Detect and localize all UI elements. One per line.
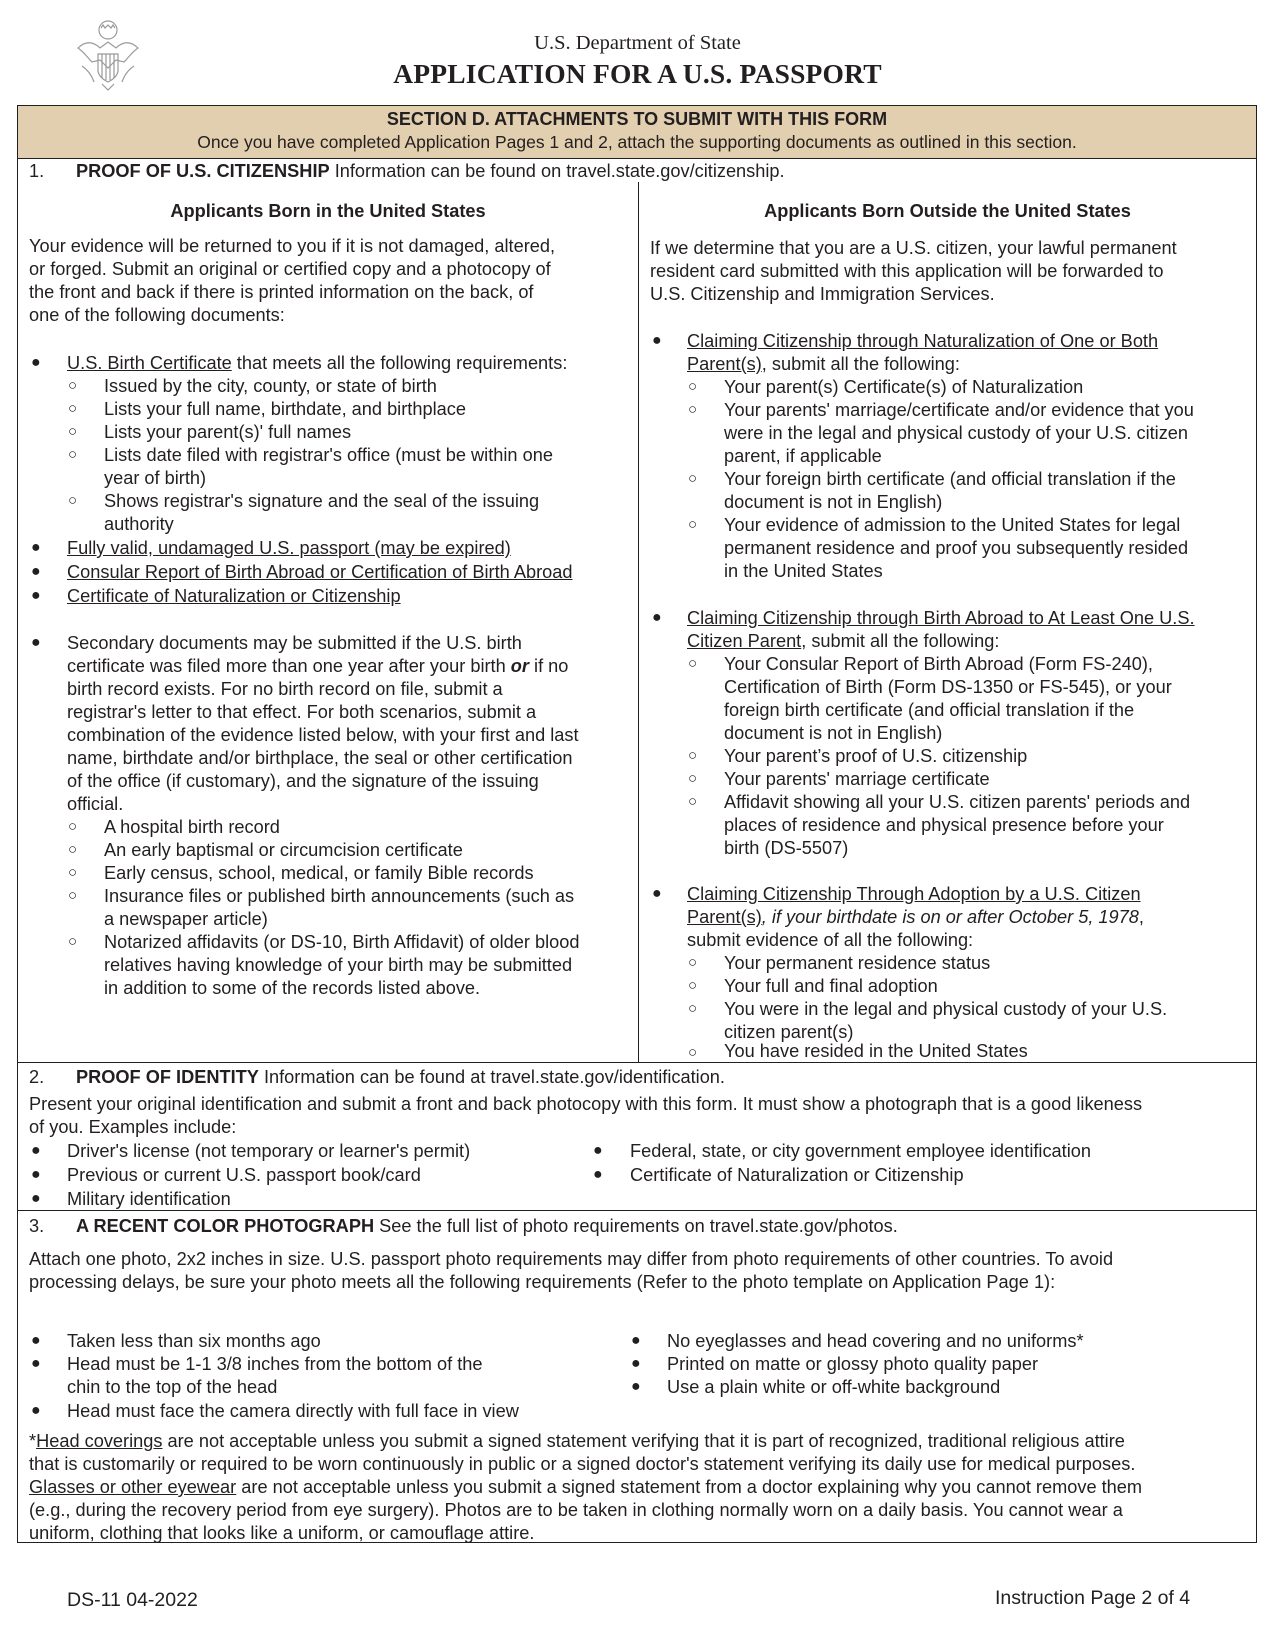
part3-intro: Attach one photo, 2x2 inches in size. U.S. passport photo requirements may differ from photo requirements of other countries. To avoid [29,1249,1114,1269]
part1-heading-line [76,160,785,183]
hollow-bullet-icon: ○ [688,1044,698,1061]
adoption-item: Your permanent residence status [724,953,991,973]
secondary-item: A hospital birth record [104,817,280,837]
identity-item: Certificate of Naturalization or Citizenship [630,1165,964,1185]
photo-req-cont: chin to the top of the head [67,1377,278,1397]
naturalization-link[interactable]: Claiming Citizenship through Naturalization of One or Both [687,331,1159,351]
birth-abroad-item-cont: document is not in English) [724,723,943,743]
naturalization-item-cont: permanent residence and proof you subsequently resided [724,538,1189,558]
left-intro-line: Your evidence will be returned to you if it is not damaged, altered, [29,236,556,256]
bullet-icon: ● [631,1355,641,1372]
hollow-bullet-icon: ○ [68,446,78,463]
right-intro-line: If we determine that you are a U.S. citizen, your lawful permanent [650,238,1177,258]
hollow-bullet-icon: ○ [688,977,698,994]
birth-abroad-item: Your parents' marriage certificate [724,769,990,789]
naturalization-item-cont: were in the legal and physical custody of your U.S. citizen [724,423,1189,443]
photo-req: Use a plain white or off-white background [667,1377,1001,1397]
adoption-item-cont: citizen parent(s) [724,1022,854,1042]
form-title: APPLICATION FOR A U.S. PASSPORT [393,58,882,89]
divider-part2 [17,1062,1257,1063]
secondary-line: name, birthdate and/or birthplace, the seal or other certification [67,748,573,768]
photo-req: Head must face the camera directly with full face in view [67,1401,519,1421]
secondary-text: certificate was filed more than one year after your birth [67,656,511,676]
hollow-bullet-icon: ○ [68,377,78,394]
department-name: U.S. Department of State [534,32,741,54]
bullet-icon: ● [652,885,662,902]
bullet-icon: ● [31,354,41,371]
bullet-icon: ● [31,539,41,556]
adoption-line3: submit evidence of all the following: [687,930,974,950]
secondary-line [67,655,568,678]
naturalization-item: Your parent(s) Certificate(s) of Naturalization [724,377,1084,397]
part3-number: 3. [29,1216,45,1236]
section-title: SECTION D. ATTACHMENTS TO SUBMIT WITH THIS FORM [386,109,888,129]
hollow-bullet-icon: ○ [688,793,698,810]
adoption-item: You were in the legal and physical custody of your U.S. [724,999,1168,1019]
hollow-bullet-icon: ○ [688,747,698,764]
form-id: DS-11 04-2022 [67,1589,198,1611]
hollow-bullet-icon: ○ [68,818,78,835]
birth-abroad-line2 [687,630,999,653]
naturalization-item: Your parents' marriage/certificate and/or evidence that you [724,400,1194,420]
naturalization-line2 [687,353,960,376]
secondary-line: of the office (if customary), and the signature of the issuing [67,771,539,791]
hollow-bullet-icon: ○ [688,470,698,487]
hollow-bullet-icon: ○ [688,401,698,418]
hollow-bullet-icon: ○ [68,887,78,904]
bullet-icon: ● [31,587,41,604]
bullet-icon: ● [31,1142,41,1159]
secondary-item-cont: in addition to some of the records listed above. [104,978,481,998]
birth-cert-req: Shows registrar's signature and the seal of the issuing [104,491,540,511]
part2-intro: Present your original identification and submit a front and back photocopy with this form. It must show a photograph that is a good likeness [29,1094,1143,1114]
identity-item: Previous or current U.S. passport book/card [67,1165,421,1185]
naturalization-rest: , submit all the following: [761,354,960,374]
doc-link-consular-report[interactable]: Consular Report of Birth Abroad or Certification of Birth Abroad [67,562,573,582]
right-intro-line: U.S. Citizenship and Immigration Services. [650,284,995,304]
part1-heading: PROOF OF U.S. CITIZENSHIP [76,161,330,181]
birth-cert-req-cont: authority [104,514,174,534]
photo-note-line [29,1476,1142,1499]
hollow-bullet-icon: ○ [68,400,78,417]
note-text: are not acceptable unless you submit a signed statement verifying that it is part of recognized, traditional religious attire [162,1431,1125,1451]
secondary-item: Early census, school, medical, or family Bible records [104,863,534,883]
section-subtitle: Once you have completed Application Pages 1 and 2, attach the supporting documents as outlined in this section. [197,132,1077,152]
photo-note-line: (e.g., during the recovery period from eye surgery). Photos are to be taken in clothing normally worn on a daily basis. You cannot wear a [29,1500,1123,1520]
hollow-bullet-icon: ○ [68,933,78,950]
birth-abroad-item: Your parent’s proof of U.S. citizenship [724,746,1028,766]
secondary-text: if no [528,656,569,676]
adoption-italic: , if your birthdate is on or after October 5, 1978 [761,907,1139,927]
naturalization-item-cont: parent, if applicable [724,446,882,466]
bullet-icon: ● [631,1378,641,1395]
naturalization-item-cont: in the United States [724,561,883,581]
note-text: are not acceptable unless you submit a signed statement from a doctor explaining why you cannot remove them [236,1477,1143,1497]
secondary-line: Secondary documents may be submitted if the U.S. birth [67,633,522,653]
photo-req: Printed on matte or glossy photo quality paper [667,1354,1039,1374]
secondary-line: registrar's letter to that effect. For both scenarios, submit a [67,702,537,722]
doc-link-naturalization[interactable]: Certificate of Naturalization or Citizenship [67,586,401,606]
hollow-bullet-icon: ○ [68,492,78,509]
birth-cert-rest: that meets all the following requirements: [231,353,568,373]
part3-heading: A RECENT COLOR PHOTOGRAPH [76,1216,375,1236]
hollow-bullet-icon: ○ [688,378,698,395]
birth-abroad-link[interactable]: Claiming Citizenship through Birth Abroad to At Least One U.S. [687,608,1195,628]
naturalization-link-cont[interactable]: Parent(s) [687,354,762,374]
column-divider [638,182,639,1062]
part2-intro: of you. Examples include: [29,1117,237,1137]
bullet-icon: ● [31,1166,41,1183]
birth-abroad-item: Your Consular Report of Birth Abroad (Form FS-240), [724,654,1153,674]
secondary-item-cont: a newspaper article) [104,909,268,929]
birth-cert-req-cont: year of birth) [104,468,207,488]
secondary-line: birth record exists. For no birth record on file, submit a [67,679,503,699]
photo-req: Taken less than six months ago [67,1331,321,1351]
bullet-icon: ● [31,1402,41,1419]
secondary-item: An early baptismal or circumcision certificate [104,840,463,860]
naturalization-item: Your foreign birth certificate (and official translation if the [724,469,1176,489]
identity-item: Driver's license (not temporary or learner's permit) [67,1141,471,1161]
birth-cert-req: Issued by the city, county, or state of birth [104,376,437,396]
photo-note-line: uniform, clothing that looks like a uniform, or camouflage attire. [29,1523,535,1543]
birth-cert-link: U.S. Birth Certificate [67,353,232,373]
secondary-item-cont: relatives having knowledge of your birth may be submitted [104,955,573,975]
note-star: * [29,1431,37,1451]
naturalization-item-cont: document is not in English) [724,492,943,512]
birth-abroad-item: Affidavit showing all your U.S. citizen parents' periods and [724,792,1191,812]
part1-info: Information can be found on travel.state.gov/citizenship. [329,161,785,181]
birth-abroad-item-cont: birth (DS-5507) [724,838,849,858]
identity-item: Military identification [67,1189,231,1209]
secondary-item: Notarized affidavits (or DS-10, Birth Affidavit) of older blood [104,932,580,952]
birth-abroad-rest: , submit all the following: [801,631,1000,651]
birth-abroad-item-cont: places of residence and physical presence before your [724,815,1164,835]
identity-item: Federal, state, or city government employee identification [630,1141,1091,1161]
hollow-bullet-icon: ○ [688,516,698,533]
part2-info: Information can be found at travel.state.gov/identification. [258,1067,725,1087]
bullet-icon: ● [31,1355,41,1372]
part3-intro: processing delays, be sure your photo meets all the following requirements (Refer to the photo template on Application Page 1): [29,1272,1056,1292]
hollow-bullet-icon: ○ [68,841,78,858]
secondary-line: combination of the evidence listed below, with your first and last [67,725,579,745]
left-intro-line: one of the following documents: [29,305,285,325]
birth-cert-req: Lists your parent(s)' full names [104,422,352,442]
adoption-line2 [687,906,1144,929]
hollow-bullet-icon: ○ [68,864,78,881]
secondary-or: or [510,656,529,676]
photo-req: No eyeglasses and head covering and no uniforms* [667,1331,1084,1351]
birth-abroad-link-cont[interactable]: Citizen Parent [687,631,802,651]
birth-cert-req: Lists date filed with registrar's office (must be within one [104,445,553,465]
bullet-icon: ● [31,563,41,580]
right-intro-line: resident card submitted with this application will be forwarded to [650,261,1164,281]
bullet-icon: ● [593,1142,603,1159]
secondary-item: Insurance files or published birth announcements (such as [104,886,575,906]
hollow-bullet-icon: ○ [68,423,78,440]
birth-abroad-item-cont: foreign birth certificate (and official translation if the [724,700,1135,720]
secondary-line: official. [67,794,124,814]
part3-info: See the full list of photo requirements on travel.state.gov/photos. [374,1216,898,1236]
adoption-comma: , [1138,907,1144,927]
head-coverings-link[interactable]: Head coverings [36,1431,163,1451]
bullet-icon: ● [652,332,662,349]
photo-req: Head must be 1-1 3/8 inches from the bottom of the [67,1354,483,1374]
left-column-title: Applicants Born in the United States [170,201,486,221]
part2-heading: PROOF OF IDENTITY [76,1067,259,1087]
hollow-bullet-icon: ○ [688,954,698,971]
adoption-item: Your full and final adoption [724,976,938,996]
bullet-icon: ● [593,1166,603,1183]
left-intro-line: or forged. Submit an original or certified copy and a photocopy of [29,259,551,279]
bullet-icon: ● [31,1332,41,1349]
part1-number: 1. [29,161,45,181]
part2-number: 2. [29,1067,45,1087]
adoption-link[interactable]: Claiming Citizenship Through Adoption by a U.S. Citizen [687,884,1141,904]
doc-link-passport[interactable]: Fully valid, undamaged U.S. passport (may be expired) [67,538,511,558]
naturalization-item: Your evidence of admission to the United States for legal [724,515,1181,535]
birth-cert-req: Lists your full name, birthdate, and birthplace [104,399,466,419]
bullet-icon: ● [631,1332,641,1349]
bullet-icon: ● [31,634,41,651]
adoption-item: You have resided in the United States [724,1041,1028,1061]
adoption-link-cont[interactable]: Parent(s) [687,907,762,927]
photo-note-line: that is customarily or required to be worn continuously in public or a signed doctor's statement verifying its daily use for medical purposes. [29,1454,1136,1474]
hollow-bullet-icon: ○ [688,1000,698,1017]
bullet-icon: ● [31,1190,41,1207]
part2-heading-line [76,1066,725,1089]
page-number: Instruction Page 2 of 4 [995,1587,1191,1609]
photo-note-line [29,1430,1125,1453]
birth-cert-item [67,352,567,375]
bullet-icon: ● [652,609,662,626]
hollow-bullet-icon: ○ [688,655,698,672]
part3-heading-line [76,1215,898,1238]
birth-abroad-item-cont: Certification of Birth (Form DS-1350 or FS-545), or your [724,677,1172,697]
left-intro-line: the front and back if there is printed information on the back, of [29,282,534,302]
right-column-title: Applicants Born Outside the United States [764,201,1131,221]
hollow-bullet-icon: ○ [688,770,698,787]
eyewear-link[interactable]: Glasses or other eyewear [29,1477,237,1497]
